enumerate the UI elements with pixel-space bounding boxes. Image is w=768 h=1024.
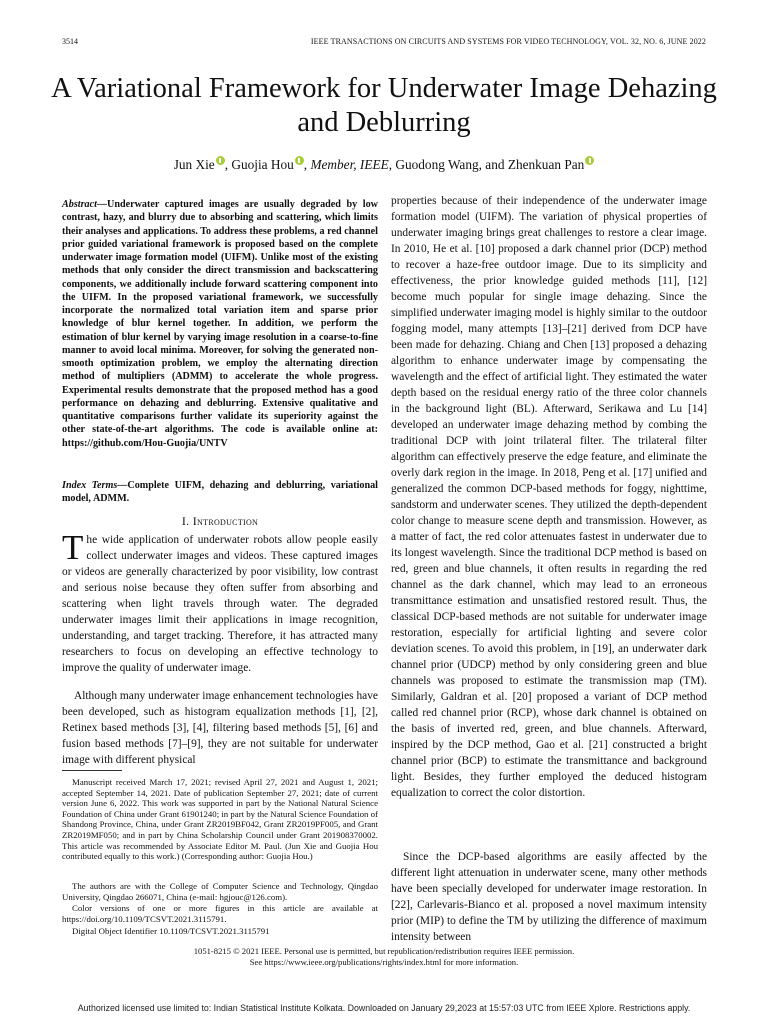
footnote-affiliation: The authors are with the College of Computer Science and Technology, Qingdao University, Qingdao 266071, China (e-mail: hgjouc@126.com).: [62, 881, 378, 902]
footnote-manuscript: Manuscript received March 17, 2021; revised April 27, 2021 and August 1, 2021; accepted September 14, 2021. Date of publication September 27, 2021; date of current version June 6, 2022. This work was supported in part by the National Natural Science Foundation of China under Grant 61901240; in part by the Natural Science Foundation of Shandong Province, China, under Grant ZR2019BF042, Grant ZR2019PF005, and Grant ZR2019MF050; and in part by China Scholarship Council under Grant 201908370002. This article was recommended by Associate Editor M. Paul. (Jun Xie and Guojia Hou contributed equally to this work.) (Corresponding author: Guojia Hou.): [62, 777, 378, 862]
author-name: Guodong Wang: [395, 157, 479, 172]
author-name: Jun Xie: [173, 157, 215, 172]
copyright-notice: [40, 946, 728, 968]
journal-header: IEEE TRANSACTIONS ON CIRCUITS AND SYSTEMS FOR VIDEO TECHNOLOGY, VOL. 32, NO. 6, JUNE 2022: [310, 37, 706, 46]
license-footer: Authorized licensed use limited to: Indian Statistical Institute Kolkata. Downloaded on January 29,2023 at 15:57:03 UTC from IEEE Xplore. Restrictions apply.: [77, 1003, 691, 1013]
copyright-link-line: See https://www.ieee.org/publications/rights/index.html for more information.: [249, 957, 519, 967]
page-number: 3514: [62, 37, 78, 46]
copyright-line: 1051-8215 © 2021 IEEE. Personal use is permitted, but republication/redistribution requires IEEE permission.: [193, 946, 575, 956]
orcid-icon[interactable]: [585, 156, 594, 165]
footnote-color-versions: Color versions of one or more figures in this article are available at https://doi.org/10.1109/TCSVT.2021.3115791.: [62, 903, 378, 924]
abstract-label: Abstract—: [62, 199, 108, 210]
author-conjunction: and: [485, 157, 505, 172]
orcid-icon[interactable]: [216, 156, 225, 165]
intro-paragraph-1: The wide application of underwater robots allow people easily collect underwater images and videos. These captured images or videos are generally characterized by poor visibility, low contrast and serious noise because they often suffer from absorbing and scattering when light travels through water. The degraded underwater images limit their applications in image recognition, understanding, and target tracking. Therefore, it has attracted many researchers to focus on developing an effective technology to improve the quality of underwater image.: [62, 528, 378, 674]
index-terms: [62, 479, 378, 506]
abstract: [62, 198, 378, 450]
author-name: Guojia Hou: [231, 157, 294, 172]
footnote-doi: Digital Object Identifier 10.1109/TCSVT.2021.3115791: [72, 926, 270, 936]
footnote-divider: [62, 770, 122, 771]
paper-title: A Variational Framework for Underwater Image Dehazing and Deblurring: [51, 73, 717, 138]
right-paragraph-1: properties because of their independence of the underwater image formation model (UIFM). The variation of physical properties of underwater imaging brings great challenges to restore a clear image. In 2010, He et al. [10] proposed a dark channel prior (DCP) method to recover a haze-free outdoor image. Due to its simplicity and effectiveness, the prior knowledge guided methods [11], [12] become much popular for single image dehazing. Since the simplified underwater imaging model is highly similar to the outdoor fogging model, many attempts [13]–[21] derived from DCP have been made for dehazing. Chiang and Chen [13] proposed a dehazing algorithm to enhance underwater image by compensating the wavelength and the effect of artificial light. They estimated the water depth based on the residual energy ratio of the three color channels in the background light (BL). Afterward, Serikawa and Lu [14] developed an underwater image dehazing method by combing the traditional DCP with joint trilateral filter. The trilateral filter algorithm can effectively preserve the edge feature, and eliminate the overly dark region in the image. In 2018, Peng et al. [17] unified and generalized the common DCP-based methods for foggy, nighttime, sandstorm and underwater scenes. They utilized the depth-dependent color change to measure scene depth and transmission. However, as a matter of fact, the red color attenuates fastest in underwater due to its longest wavelength. Since the traditional DCP method is based on red, green and blue channels, it often results in regarding the red channel as the dark channel, which may lead to an erroneous transmittance estimation and unsatisfied restored result. Thus, the classical DCP-based methods are not suitable for underwater image restoration, especially for artificial lighting and severe color deviation scenes. To avoid this problem, in [19], an underwater dark channel prior (UDCP) method by only considering green and blue channels was proposed to estimate the transmission map (TM). Similarly, Galdran et al. [20] proposed a variant of DCP method called red channel prior (RCP), whose dark channel is obtained on the basis of inverted red, green, and blue channels. Afterward, inspired by the DCP method, Gao et al. [21] constructed a bright channel prior (BCP) to estimate the transmittance and background light. Besides, they further employed the deduced histogram equalization to correct the color distortion.: [391, 195, 707, 799]
abstract-text: Underwater captured images are usually degraded by low contrast, hazy, and blurry due to absorbing and scattering, which limits their analyses and applications. To address these problems, a red channel prior guided variational framework is proposed based on the complete underwater image formation model (UIFM). Unlike most of the existing methods that only consider the direct transmission and backscattering components, we additionally include forward scattering component into the UIFM. In the proposed variational framework, we successfully incorporate the normalized total variation item and sparse prior knowledge of blur kernel together. In addition, we perform the estimation of blur kernel by varying image resolution in a coarse-to-fine manner to avoid local minima. Moreover, for solving the generated non-smooth optimization problem, we employ the alternating direction method of multipliers (ADMM) to accelerate the whole progress. Experimental results demonstrate that the proposed method has a good performance on dehazing and deblurring. Extensive qualitative and quantitative comparisons further validate its superiority against the other state-of-the-art algorithms. The code is available online at: https://github.com/Hou-Guojia/UNTV: [62, 199, 378, 449]
author-membership: Member, IEEE: [310, 157, 389, 172]
index-terms-label: Index Terms—: [62, 480, 128, 491]
orcid-icon[interactable]: [295, 156, 304, 165]
author-name: Zhenkuan Pan: [507, 157, 585, 172]
index-terms-text: Complete UIFM, dehazing and deblurring, variational model, ADMM.: [62, 480, 378, 505]
intro-paragraph-2: Although many underwater image enhancement technologies have been developed, such as histogram equalization methods [1], [2], Retinex based methods [3], [4], filtering based methods [5], [6] and fusion based methods [7]–[9], they are not suitable for underwater image with different physical: [62, 690, 378, 766]
section-heading: I. Introduction: [181, 514, 259, 528]
author-list: Jun Xie , Guojia Hou , Member, IEEE, Guodong Wang, and Zhenkuan Pan: [40, 156, 728, 173]
right-paragraph-2: Since the DCP-based algorithms are easily affected by the different light attenuation in underwater scene, many other methods have been specially developed for underwater image restoration. In [22], Carlevaris-Bianco et al. proposed a novel maximum intensity prior (MIP) to define the TM by utilizing the difference of maximum intensity between: [391, 851, 707, 943]
